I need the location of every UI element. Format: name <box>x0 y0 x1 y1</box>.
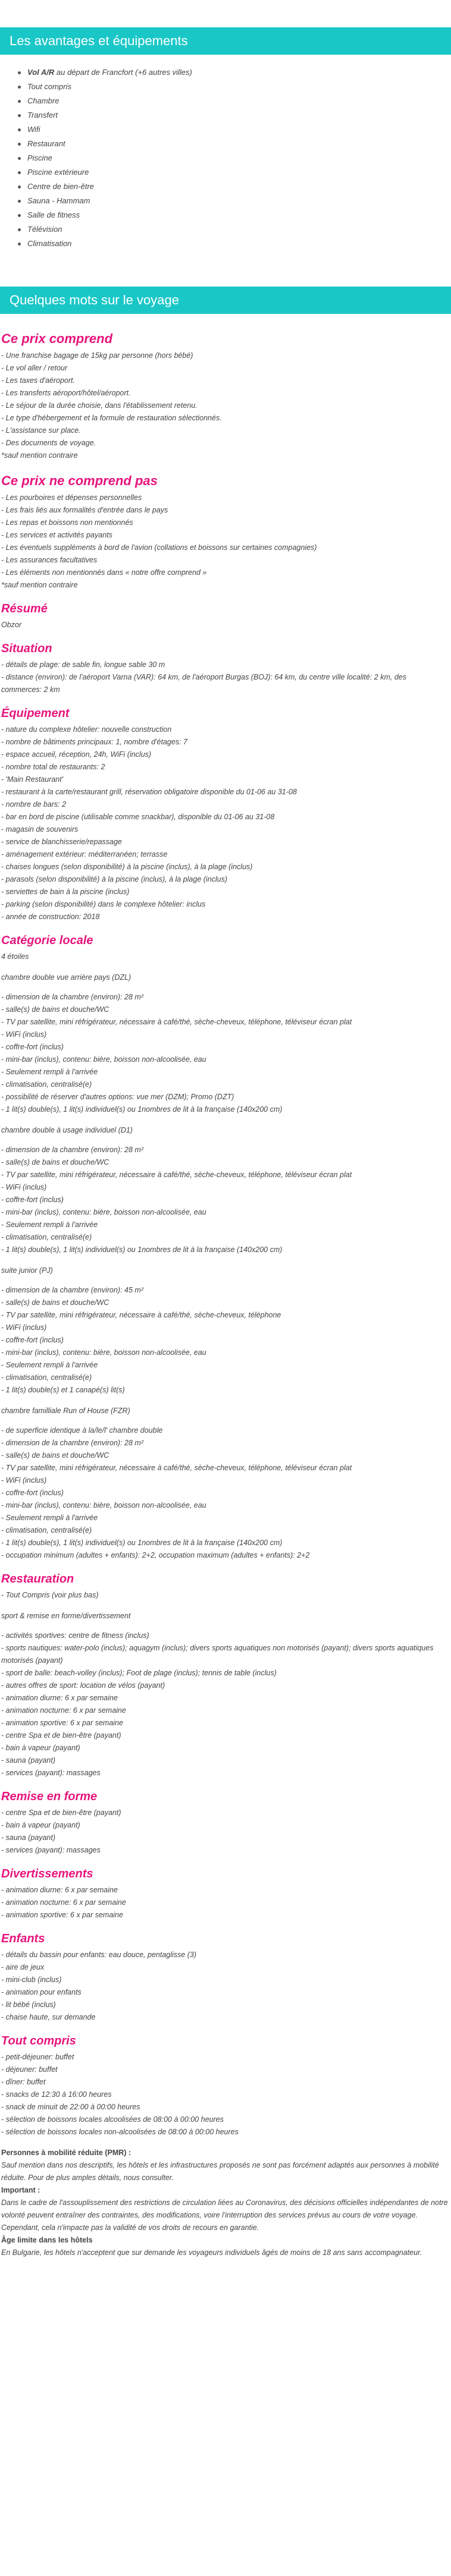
text-line: - services (payant): massages <box>1 1769 101 1777</box>
text-line: - sport de balle: beach-volley (inclus); Foot de plage (inclus); tennis de table (inclus) <box>1 1669 277 1677</box>
room-detail-line: - 1 lit(s) double(s), 1 lit(s) individuel(s) ou 1nombres de lit à la française (140x200 cm) <box>1 1539 283 1547</box>
text-line: - animation diurne: 6 x par semaine <box>1 1694 118 1702</box>
room-detail-line: - Seulement rempli à l'arrivée <box>1 1514 98 1522</box>
heading-tout-compris: Tout compris <box>1 2034 76 2047</box>
text-line: - nombre total de restaurants: 2 <box>1 763 105 771</box>
room-detail-line: - Seulement rempli à l'arrivée <box>1 1221 98 1229</box>
important-text: Dans le cadre de l'assouplissement des restrictions de circulation liées au Coronavirus, des décisions officielles indépendantes de notre volonté peuvent entraîner des contraintes, des modifications, voire l'interruption des services prévus au cours de votre voyage. <box>1 2198 448 2219</box>
room-detail-line: - climatisation, centralisé(e) <box>1 1233 92 1241</box>
text-line: - Les assurances facultatives <box>1 556 98 564</box>
rooms-list <box>1 971 449 1562</box>
avantage-item <box>18 122 451 137</box>
heading-restauration: Restauration <box>1 1572 74 1586</box>
text-line: - bain à vapeur (payant) <box>1 1821 80 1829</box>
text-line: - nombre de bars: 2 <box>1 800 67 809</box>
list-resume <box>1 619 449 631</box>
room-name: chambre double vue arrière pays (DZL) <box>1 973 131 982</box>
age-title: Âge limite dans les hôtels <box>1 2236 93 2244</box>
room-detail-line: - WiFi (inclus) <box>1 1030 47 1039</box>
text-line: - sauna (payant) <box>1 1833 56 1842</box>
age-text: En Bulgarie, les hôtels n'acceptent que sur demande les voyageurs individuels âgés de moins de 18 ans sans accompagnateur. <box>1 2248 422 2257</box>
avantage-item-text: Climatisation <box>27 239 72 248</box>
text-line: - L'assistance sur place. <box>1 426 81 435</box>
room-name: chambre familliale Run of House (FZR) <box>1 1407 130 1415</box>
text-line: - sélection de boissons locales alcoolisées de 08:00 à 00:00 heures <box>1 2115 224 2124</box>
list-enfants <box>1 1949 449 2024</box>
text-line: - détails de plage: de sable fin, longue sable 30 m <box>1 660 165 669</box>
text-line: - Les taxes d'aéroport. <box>1 376 75 385</box>
categorie-stars: 4 étoiles <box>1 952 29 961</box>
text-line: - snacks de 12:30 à 16:00 heures <box>1 2090 112 2099</box>
room-detail-line: - coffre-fort (inclus) <box>1 1043 64 1051</box>
room-name: suite junior (PJ) <box>1 1266 53 1275</box>
text-line: - nature du complexe hôtelier: nouvelle construction <box>1 725 172 734</box>
text-line: - Les pourboires et dépenses personnelles <box>1 493 142 502</box>
text-line: - aire de jeux <box>1 1963 45 1971</box>
text-line: - magasin de souvenirs <box>1 825 79 833</box>
text-line: - animation nocturne: 6 x par semaine <box>1 1898 126 1907</box>
text-line: - Le type d'hébergement et la formule de restauration sélectionnés. <box>1 414 222 422</box>
text-line: - animation sportive: 6 x par semaine <box>1 1911 123 1919</box>
text-line: - bar en bord de piscine (utilisable comme snackbar), disponible du 01-06 au 31-08 <box>1 813 275 821</box>
text-line: - autres offres de sport: location de vélos (payant) <box>1 1681 165 1690</box>
text-line: - animation nocturne: 6 x par semaine <box>1 1706 126 1715</box>
avantage-item-text: Centre de bien-être <box>27 182 95 191</box>
avantage-item-text: Tout compris <box>27 82 71 91</box>
text-line: - restaurant à la carte/restaurant grill, réservation obligatoire disponible du 01-06 au 31-08 <box>1 788 297 796</box>
pmr-text: Sauf mention dans nos descriptifs, les hôtels et les infrastructures proposés ne sont pas forcément adaptés aux personnes à mobilité réduite. Pour de plus amples détails, nous consulter. <box>1 2161 439 2182</box>
room-detail-line: - mini-bar (inclus), contenu: bière, boisson non-alcoolisée, eau <box>1 1055 206 1064</box>
text-line: - mini-club (inclus) <box>1 1976 62 1984</box>
room-detail-line: - WiFi (inclus) <box>1 1476 47 1484</box>
room-detail-line: - climatisation, centralisé(e) <box>1 1526 92 1534</box>
room-detail-line: - occupation minimum (adultes + enfants): 2+2, occupation maximum (adultes + enfants): 2+2 <box>1 1551 310 1559</box>
avantage-item <box>18 65 451 80</box>
section-banner-voyage: Quelques mots sur le voyage <box>0 287 451 314</box>
room-detail-line: - 1 lit(s) double(s), 1 lit(s) individuel(s) ou 1nombres de lit à la française (140x200 cm) <box>1 1105 283 1114</box>
room-detail-line: - dimension de la chambre (environ): 28 m² <box>1 1439 143 1447</box>
text-line: - petit-déjeuner: buffet <box>1 2053 74 2061</box>
room-detail-line: - possibilité de réserver d'autres options: vue mer (DZM); Promo (DZT) <box>1 1093 234 1101</box>
pmr-title: Personnes à mobilité réduite (PMR) : <box>1 2149 131 2157</box>
avantage-item <box>18 180 451 194</box>
text-line: - Les éléments non mentionnés dans « notre offre comprend » <box>1 568 207 577</box>
list-divertissements <box>1 1884 449 1921</box>
text-line: - sélection de boissons locales non-alcoolisées de 08:00 à 00:00 heures <box>1 2128 239 2136</box>
avantage-item-text: Piscine extérieure <box>27 168 89 177</box>
room-detail-line: - de superficie identique à la/le/l' chambre double <box>1 1426 163 1435</box>
text-line: *sauf mention contraire <box>1 581 78 589</box>
text-line: - activités sportives: centre de fitness (inclus) <box>1 1631 149 1640</box>
room-detail-line: - dimension de la chambre (environ): 28 m² <box>1 993 143 1001</box>
room-detail-line: - coffre-fort (inclus) <box>1 1489 64 1497</box>
room-detail-line: - WiFi (inclus) <box>1 1183 47 1191</box>
page <box>0 27 451 2576</box>
room-name: chambre double à usage individuel (D1) <box>1 1126 133 1134</box>
text-line: - chaises longues (selon disponibilité) à la piscine (inclus), à la plage (inclus) <box>1 863 253 871</box>
avantage-item-text: Salle de fitness <box>27 210 80 219</box>
room-detail-line: - salle(s) de bains et douche/WC <box>1 1451 109 1460</box>
room-detail-line: - Seulement rempli à l'arrivée <box>1 1361 98 1369</box>
text-line: - 'Main Restaurant' <box>1 775 64 784</box>
avantage-item <box>18 80 451 94</box>
list-restauration <box>1 1589 449 1602</box>
list-situation <box>1 659 449 696</box>
heading-situation: Situation <box>1 642 52 655</box>
text-line: - aménagement extérieur: méditerranéen; terrasse <box>1 850 168 858</box>
heading-enfants: Enfants <box>1 1932 45 1945</box>
avantage-item-text: au départ de Francfort (+6 autres villes) <box>54 68 192 77</box>
text-line: - chaise haute, sur demande <box>1 2013 96 2021</box>
avantage-item-text: Piscine <box>27 153 52 162</box>
room-detail-line: - salle(s) de bains et douche/WC <box>1 1005 109 1014</box>
heading-divertissements: Divertissements <box>1 1867 93 1880</box>
room-detail-line: - TV par satellite, mini réfrigérateur, nécessaire à café/thé, sèche-cheveux, téléphone, téléviseur écran plat <box>1 1018 352 1026</box>
room-detail-line: - TV par satellite, mini réfrigérateur, nécessaire à café/thé, sèche-cheveux, téléphone <box>1 1311 281 1319</box>
text-line: - Les éventuels suppléments à bord de l'avion (collations et boissons sur certaines compagnies) <box>1 543 317 552</box>
text-line: - parasols (selon disponibilité) à la piscine (inclus), à la plage (inclus) <box>1 875 228 883</box>
list-tout-compris <box>1 2051 449 2138</box>
text-line: - année de construction: 2018 <box>1 913 100 921</box>
text-line: - sports nautiques: water-polo (inclus); aquagym (inclus); divers sports aquatiques non motorisés (payant); divers sports aquatiques motorisés (payant) <box>1 1644 434 1665</box>
text-line: - distance (environ): de l'aéroport Varna (VAR): 64 km, de l'aéroport Burgas (BOJ): 64 km, du centre ville localité: 2 km, des commerces: 2 km <box>1 673 406 694</box>
text-line: - service de blanchisserie/repassage <box>1 838 122 846</box>
voyage-content <box>0 314 451 2259</box>
avantage-item-text: Télévision <box>27 225 62 234</box>
important-title: Important : <box>1 2186 40 2194</box>
list-sport <box>1 1630 449 1779</box>
text-line: - animation diurne: 6 x par semaine <box>1 1886 118 1894</box>
room-detail-line: - Seulement rempli à l'arrivée <box>1 1068 98 1076</box>
list-prix-comprend <box>1 350 449 462</box>
room-detail-line: - mini-bar (inclus), contenu: bière, boisson non-alcoolisée, eau <box>1 1208 206 1216</box>
text-line: - détails du bassin pour enfants: eau douce, pentaglisse (3) <box>1 1951 196 1959</box>
text-line: - services (payant): massages <box>1 1846 101 1854</box>
text-line: Obzor <box>1 621 22 629</box>
text-line: - Des documents de voyage. <box>1 439 96 447</box>
avantage-item-text: Sauna - Hammam <box>27 196 90 205</box>
text-line: - Le vol aller / retour <box>1 364 68 372</box>
room-detail-line: - TV par satellite, mini réfrigérateur, nécessaire à café/thé, sèche-cheveux, téléphone, téléviseur écran plat <box>1 1171 352 1179</box>
avantage-item-text: Wifi <box>27 125 40 134</box>
sport-subheading: sport & remise en forme/divertissement <box>1 1612 131 1620</box>
room-detail-line: - climatisation, centralisé(e) <box>1 1080 92 1089</box>
avantage-item <box>18 108 451 122</box>
text-line: - Le séjour de la durée choisie, dans l'établissement retenu. <box>1 401 198 410</box>
room-detail-line: - dimension de la chambre (environ): 45 m² <box>1 1286 143 1294</box>
avantage-item-text: Transfert <box>27 111 58 119</box>
text-line: - serviettes de bain à la piscine (inclus) <box>1 888 130 896</box>
avantage-item <box>18 237 451 251</box>
text-line: - Les services et activités payants <box>1 531 112 539</box>
avantage-item <box>18 222 451 237</box>
avantage-item <box>18 194 451 208</box>
avantage-item <box>18 137 451 151</box>
text-line: - espace accueil, réception, 24h, WiFi (inclus) <box>1 750 152 759</box>
text-line: - Une franchise bagage de 15kg par personne (hors bébé) <box>1 351 193 360</box>
text-line: - bain à vapeur (payant) <box>1 1744 80 1752</box>
room-detail-line: - dimension de la chambre (environ): 28 m² <box>1 1146 143 1154</box>
section-banner-avantages: Les avantages et équipements <box>0 27 451 55</box>
room-detail-line: - coffre-fort (inclus) <box>1 1336 64 1344</box>
heading-resume: Résumé <box>1 602 48 615</box>
room-detail-line: - 1 lit(s) double(s) et 1 canapé(s) lit(s) <box>1 1386 125 1394</box>
heading-prix-comprend: Ce prix comprend <box>1 331 113 346</box>
avantage-item-text: Chambre <box>27 96 59 105</box>
avantage-item <box>18 94 451 108</box>
room-detail-line: - coffre-fort (inclus) <box>1 1196 64 1204</box>
text-line: - animation sportive: 6 x par semaine <box>1 1719 123 1727</box>
text-line: - sauna (payant) <box>1 1756 56 1764</box>
heading-remise: Remise en forme <box>1 1790 98 1803</box>
avantages-list <box>0 55 451 251</box>
heading-prix-ne-comprend: Ce prix ne comprend pas <box>1 473 158 488</box>
avantage-item <box>18 208 451 222</box>
text-line: - Les repas et boissons non mentionnés <box>1 518 133 527</box>
heading-categorie: Catégorie locale <box>1 934 93 947</box>
text-line: *sauf mention contraire <box>1 451 78 460</box>
text-line: - animation pour enfants <box>1 1988 82 1996</box>
text-line: - snack de minuit de 22:00 à 00:00 heures <box>1 2103 140 2111</box>
avantage-item <box>18 165 451 180</box>
text-line: - nombre de bâtiments principaux: 1, nombre d'étages: 7 <box>1 738 187 746</box>
text-line: - déjeuner: buffet <box>1 2065 58 2074</box>
spacer <box>1 2138 449 2147</box>
text-line: - centre Spa et de bien-être (payant) <box>1 1731 121 1740</box>
room-detail-line: - salle(s) de bains et douche/WC <box>1 1298 109 1307</box>
list-remise <box>1 1807 449 1857</box>
room-detail-line: - mini-bar (inclus), contenu: bière, boisson non-alcoolisée, eau <box>1 1501 206 1509</box>
heading-equipement: Équipement <box>1 707 70 720</box>
text-line: - Les frais liés aux formalités d'entrée dans le pays <box>1 506 168 514</box>
room-detail-line: - salle(s) de bains et douche/WC <box>1 1158 109 1166</box>
text-line: - centre Spa et de bien-être (payant) <box>1 1808 121 1817</box>
avantage-item-text: Restaurant <box>27 139 65 148</box>
room-detail-line: - WiFi (inclus) <box>1 1323 47 1332</box>
list-equipement <box>1 724 449 923</box>
important-text-2: Cependant, cela n'impacte pas la validité de vos droits de recours en garantie. <box>1 2223 259 2232</box>
text-line: - dîner: buffet <box>1 2078 46 2086</box>
room-detail-line: - 1 lit(s) double(s), 1 lit(s) individuel(s) ou 1nombres de lit à la française (140x200 cm) <box>1 1245 283 1254</box>
avantage-item-bold: Vol A/R <box>27 68 55 77</box>
list-prix-ne-comprend <box>1 492 449 592</box>
avantage-item <box>18 151 451 165</box>
text-line: - Tout Compris (voir plus bas) <box>1 1591 99 1599</box>
room-detail-line: - mini-bar (inclus), contenu: bière, boisson non-alcoolisée, eau <box>1 1348 206 1357</box>
text-line: - Les transferts aéroport/hôtel/aéroport. <box>1 389 131 397</box>
text-line: - lit bébé (inclus) <box>1 2001 56 2009</box>
text-line: - parking (selon disponibilité) dans le complexe hôtelier: inclus <box>1 900 206 908</box>
room-detail-line: - TV par satellite, mini réfrigérateur, nécessaire à café/thé, sèche-cheveux, téléphone, téléviseur écran plat <box>1 1464 352 1472</box>
room-detail-line: - climatisation, centralisé(e) <box>1 1373 92 1382</box>
